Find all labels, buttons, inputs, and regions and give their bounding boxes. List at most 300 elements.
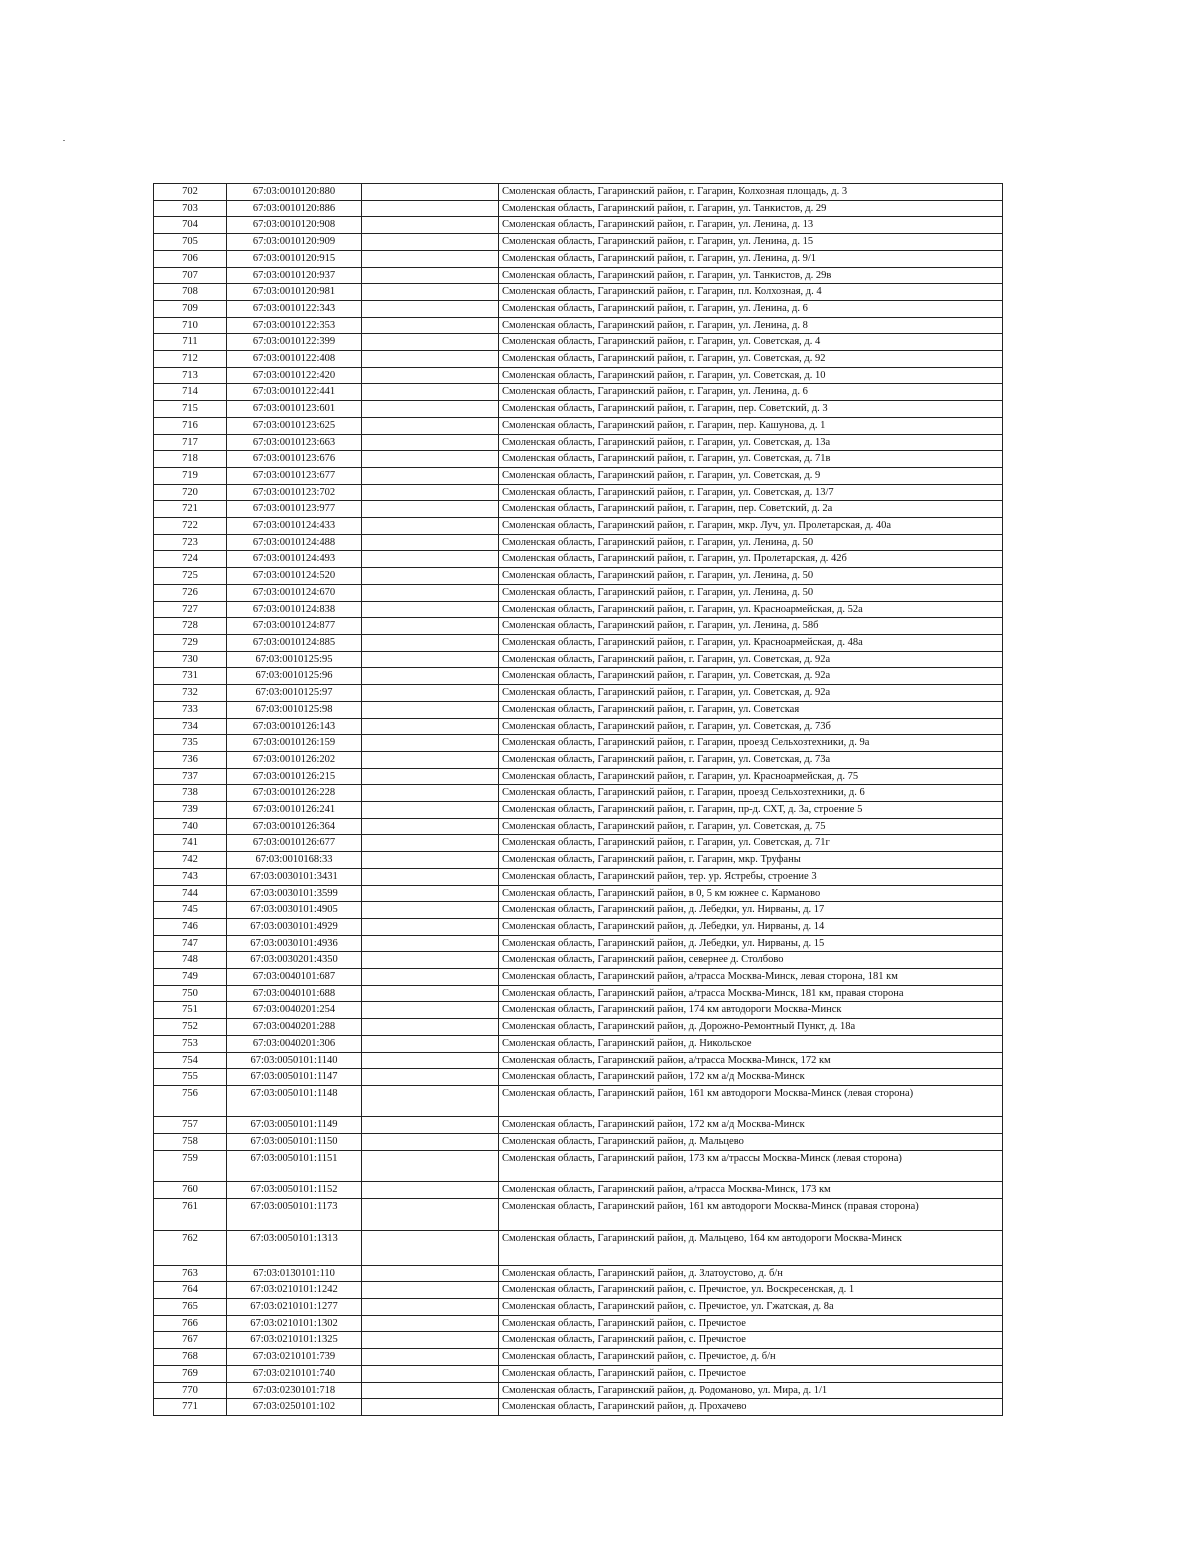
address-cell: Смоленская область, Гагаринский район, г. Гагарин, ул. Ленина, д. 6 (499, 300, 1003, 317)
table-row (154, 634, 1003, 651)
empty-cell (362, 918, 499, 935)
cadastral-number-cell: 67:03:0030101:4905 (227, 902, 362, 919)
row-number-cell: 706 (154, 250, 227, 267)
empty-cell (362, 1349, 499, 1366)
empty-cell (362, 1150, 499, 1182)
table-row (154, 1085, 1003, 1117)
address-cell: Смоленская область, Гагаринский район, г. Гагарин, мкр. Луч, ул. Пролетарская, д. 40а (499, 518, 1003, 535)
address-cell: Смоленская область, Гагаринский район, г. Гагарин, ул. Красноармейская, д. 52а (499, 601, 1003, 618)
scan-speck (63, 140, 65, 141)
address-cell: Смоленская область, Гагаринский район, г. Гагарин, пер. Кашунова, д. 1 (499, 417, 1003, 434)
address-cell: Смоленская область, Гагаринский район, г. Гагарин, ул. Советская (499, 701, 1003, 718)
empty-cell (362, 300, 499, 317)
empty-cell (362, 234, 499, 251)
cadastral-number-cell: 67:03:0050101:1147 (227, 1069, 362, 1086)
row-number-cell: 709 (154, 300, 227, 317)
empty-cell (362, 618, 499, 635)
table-row (154, 1134, 1003, 1151)
cadastral-number-cell: 67:03:0210101:1325 (227, 1332, 362, 1349)
table-row (154, 467, 1003, 484)
row-number-cell: 724 (154, 551, 227, 568)
cadastral-number-cell: 67:03:0010122:441 (227, 384, 362, 401)
row-number-cell: 720 (154, 484, 227, 501)
cadastral-number-cell: 67:03:0050101:1313 (227, 1230, 362, 1265)
table-row (154, 1298, 1003, 1315)
cadastral-number-cell: 67:03:0040101:687 (227, 969, 362, 986)
table-row (154, 952, 1003, 969)
empty-cell (362, 1365, 499, 1382)
row-number-cell: 767 (154, 1332, 227, 1349)
address-cell: Смоленская область, Гагаринский район, 173 км а/трассы Москва-Минск (левая сторона) (499, 1150, 1003, 1182)
address-cell: Смоленская область, Гагаринский район, д. Лебедки, ул. Нирваны, д. 17 (499, 902, 1003, 919)
cadastral-number-cell: 67:03:0050101:1150 (227, 1134, 362, 1151)
cadastral-number-cell: 67:03:0010125:96 (227, 668, 362, 685)
address-cell: Смоленская область, Гагаринский район, г. Гагарин, ул. Советская, д. 92а (499, 668, 1003, 685)
empty-cell (362, 284, 499, 301)
table-row (154, 751, 1003, 768)
table-row (154, 584, 1003, 601)
row-number-cell: 746 (154, 918, 227, 935)
table-row (154, 1035, 1003, 1052)
row-number-cell: 750 (154, 985, 227, 1002)
row-number-cell: 726 (154, 584, 227, 601)
empty-cell (362, 367, 499, 384)
cadastral-number-cell: 67:03:0210101:1302 (227, 1315, 362, 1332)
row-number-cell: 760 (154, 1182, 227, 1199)
address-cell: Смоленская область, Гагаринский район, г. Гагарин, ул. Советская, д. 92 (499, 351, 1003, 368)
row-number-cell: 740 (154, 818, 227, 835)
cadastral-number-cell: 67:03:0010122:399 (227, 334, 362, 351)
address-cell: Смоленская область, Гагаринский район, с. Пречистое (499, 1315, 1003, 1332)
table-row (154, 1182, 1003, 1199)
cadastral-number-cell: 67:03:0050101:1148 (227, 1085, 362, 1117)
address-cell: Смоленская область, Гагаринский район, г. Гагарин, проезд Сельхозтехники, д. 6 (499, 785, 1003, 802)
row-number-cell: 708 (154, 284, 227, 301)
address-cell: Смоленская область, Гагаринский район, д. Мальцево (499, 1134, 1003, 1151)
cadastral-number-cell: 67:03:0010126:228 (227, 785, 362, 802)
empty-cell (362, 802, 499, 819)
empty-cell (362, 852, 499, 869)
row-number-cell: 716 (154, 417, 227, 434)
address-cell: Смоленская область, Гагаринский район, д. Лебедки, ул. Нирваны, д. 15 (499, 935, 1003, 952)
row-number-cell: 714 (154, 384, 227, 401)
row-number-cell: 727 (154, 601, 227, 618)
table-row (154, 1399, 1003, 1416)
row-number-cell: 736 (154, 751, 227, 768)
address-cell: Смоленская область, Гагаринский район, г. Гагарин, пер. Советский, д. 2а (499, 501, 1003, 518)
table-row (154, 451, 1003, 468)
row-number-cell: 722 (154, 518, 227, 535)
cadastral-number-cell: 67:03:0010124:488 (227, 534, 362, 551)
empty-cell (362, 217, 499, 234)
row-number-cell: 723 (154, 534, 227, 551)
table-row (154, 551, 1003, 568)
empty-cell (362, 1265, 499, 1282)
row-number-cell: 743 (154, 868, 227, 885)
cadastral-number-cell: 67:03:0010126:202 (227, 751, 362, 768)
cadastral-number-cell: 67:03:0010120:981 (227, 284, 362, 301)
cadastral-number-cell: 67:03:0010124:877 (227, 618, 362, 635)
empty-cell (362, 1298, 499, 1315)
row-number-cell: 735 (154, 735, 227, 752)
cadastral-number-cell: 67:03:0010124:885 (227, 634, 362, 651)
address-cell: Смоленская область, Гагаринский район, с. Пречистое, ул. Воскресенская, д. 1 (499, 1282, 1003, 1299)
row-number-cell: 765 (154, 1298, 227, 1315)
empty-cell (362, 751, 499, 768)
address-cell: Смоленская область, Гагаринский район, г. Гагарин, ул. Красноармейская, д. 75 (499, 768, 1003, 785)
address-cell: Смоленская область, Гагаринский район, 172 км а/д Москва-Минск (499, 1069, 1003, 1086)
row-number-cell: 712 (154, 351, 227, 368)
address-cell: Смоленская область, Гагаринский район, г. Гагарин, ул. Советская, д. 92а (499, 651, 1003, 668)
table-row (154, 701, 1003, 718)
cadastral-number-cell: 67:03:0210101:740 (227, 1365, 362, 1382)
row-number-cell: 739 (154, 802, 227, 819)
empty-cell (362, 969, 499, 986)
empty-cell (362, 184, 499, 201)
table-row (154, 234, 1003, 251)
cadastral-number-cell: 67:03:0050101:1151 (227, 1150, 362, 1182)
empty-cell (362, 768, 499, 785)
cadastral-number-cell: 67:03:0050101:1140 (227, 1052, 362, 1069)
table-row (154, 384, 1003, 401)
cadastral-number-cell: 67:03:0010126:364 (227, 818, 362, 835)
table-row (154, 1282, 1003, 1299)
table-row (154, 1002, 1003, 1019)
empty-cell (362, 401, 499, 418)
row-number-cell: 762 (154, 1230, 227, 1265)
cadastral-number-cell: 67:03:0010124:520 (227, 568, 362, 585)
table-row (154, 818, 1003, 835)
row-number-cell: 751 (154, 1002, 227, 1019)
row-number-cell: 748 (154, 952, 227, 969)
empty-cell (362, 467, 499, 484)
address-cell: Смоленская область, Гагаринский район, г. Гагарин, проезд Сельхозтехники, д. 9а (499, 735, 1003, 752)
row-number-cell: 705 (154, 234, 227, 251)
table-row (154, 718, 1003, 735)
empty-cell (362, 935, 499, 952)
empty-cell (362, 701, 499, 718)
empty-cell (362, 317, 499, 334)
row-number-cell: 729 (154, 634, 227, 651)
address-cell: Смоленская область, Гагаринский район, г. Гагарин, ул. Советская, д. 75 (499, 818, 1003, 835)
address-cell: Смоленская область, Гагаринский район, д. Никольское (499, 1035, 1003, 1052)
address-cell: Смоленская область, Гагаринский район, а/трасса Москва-Минск, левая сторона, 181 км (499, 969, 1003, 986)
address-cell: Смоленская область, Гагаринский район, г. Гагарин, пер. Советский, д. 3 (499, 401, 1003, 418)
empty-cell (362, 651, 499, 668)
cadastral-number-cell: 67:03:0010122:343 (227, 300, 362, 317)
table-row (154, 1117, 1003, 1134)
row-number-cell: 702 (154, 184, 227, 201)
table-row (154, 685, 1003, 702)
cadastral-number-cell: 67:03:0010120:915 (227, 250, 362, 267)
row-number-cell: 717 (154, 434, 227, 451)
table-row (154, 802, 1003, 819)
table-row (154, 885, 1003, 902)
table-row (154, 735, 1003, 752)
empty-cell (362, 785, 499, 802)
table-row (154, 1150, 1003, 1182)
address-cell: Смоленская область, Гагаринский район, 161 км автодороги Москва-Минск (левая сторона) (499, 1085, 1003, 1117)
table-row (154, 835, 1003, 852)
table-row (154, 902, 1003, 919)
address-cell: Смоленская область, Гагаринский район, г. Гагарин, ул. Красноармейская, д. 48а (499, 634, 1003, 651)
cadastral-number-cell: 67:03:0030101:3431 (227, 868, 362, 885)
address-cell: Смоленская область, Гагаринский район, г. Гагарин, ул. Ленина, д. 15 (499, 234, 1003, 251)
address-cell: Смоленская область, Гагаринский район, г. Гагарин, ул. Ленина, д. 13 (499, 217, 1003, 234)
address-cell: Смоленская область, Гагаринский район, севернее д. Столбово (499, 952, 1003, 969)
cadastral-number-cell: 67:03:0050101:1149 (227, 1117, 362, 1134)
address-cell: Смоленская область, Гагаринский район, г. Гагарин, ул. Советская, д. 71г (499, 835, 1003, 852)
address-cell: Смоленская область, Гагаринский район, с. Пречистое (499, 1332, 1003, 1349)
table-row (154, 785, 1003, 802)
empty-cell (362, 952, 499, 969)
table-row (154, 434, 1003, 451)
address-cell: Смоленская область, Гагаринский район, г. Гагарин, ул. Танкистов, д. 29в (499, 267, 1003, 284)
row-number-cell: 718 (154, 451, 227, 468)
table-row (154, 1230, 1003, 1265)
row-number-cell: 742 (154, 852, 227, 869)
cadastral-number-cell: 67:03:0230101:718 (227, 1382, 362, 1399)
empty-cell (362, 200, 499, 217)
row-number-cell: 710 (154, 317, 227, 334)
row-number-cell: 759 (154, 1150, 227, 1182)
cadastral-number-cell: 67:03:0030101:3599 (227, 885, 362, 902)
cadastral-number-cell: 67:03:0130101:110 (227, 1265, 362, 1282)
cadastral-number-cell: 67:03:0040201:288 (227, 1019, 362, 1036)
table-row (154, 401, 1003, 418)
table-row (154, 1315, 1003, 1332)
cadastral-number-cell: 67:03:0010122:353 (227, 317, 362, 334)
row-number-cell: 754 (154, 1052, 227, 1069)
table-row (154, 601, 1003, 618)
cadastral-number-cell: 67:03:0210101:1277 (227, 1298, 362, 1315)
empty-cell (362, 1282, 499, 1299)
empty-cell (362, 985, 499, 1002)
table-row (154, 518, 1003, 535)
row-number-cell: 715 (154, 401, 227, 418)
address-cell: Смоленская область, Гагаринский район, г. Гагарин, ул. Советская, д. 10 (499, 367, 1003, 384)
table-row (154, 668, 1003, 685)
empty-cell (362, 885, 499, 902)
row-number-cell: 761 (154, 1199, 227, 1231)
empty-cell (362, 384, 499, 401)
row-number-cell: 771 (154, 1399, 227, 1416)
row-number-cell: 737 (154, 768, 227, 785)
address-cell: Смоленская область, Гагаринский район, с. Пречистое (499, 1365, 1003, 1382)
table-row (154, 868, 1003, 885)
row-number-cell: 703 (154, 200, 227, 217)
table-row (154, 334, 1003, 351)
address-cell: Смоленская область, Гагаринский район, г. Гагарин, ул. Ленина, д. 58б (499, 618, 1003, 635)
address-cell: Смоленская область, Гагаринский район, д. Дорожно-Ремонтный Пункт, д. 18а (499, 1019, 1003, 1036)
row-number-cell: 711 (154, 334, 227, 351)
empty-cell (362, 1399, 499, 1416)
empty-cell (362, 1085, 499, 1117)
empty-cell (362, 735, 499, 752)
empty-cell (362, 1052, 499, 1069)
address-cell: Смоленская область, Гагаринский район, г. Гагарин, ул. Советская, д. 9 (499, 467, 1003, 484)
row-number-cell: 728 (154, 618, 227, 635)
address-cell: Смоленская область, Гагаринский район, 174 км автодороги Москва-Минск (499, 1002, 1003, 1019)
empty-cell (362, 818, 499, 835)
cadastral-number-cell: 67:03:0010123:663 (227, 434, 362, 451)
address-cell: Смоленская область, Гагаринский район, г. Гагарин, ул. Советская, д. 73а (499, 751, 1003, 768)
row-number-cell: 747 (154, 935, 227, 952)
row-number-cell: 732 (154, 685, 227, 702)
empty-cell (362, 267, 499, 284)
address-cell: Смоленская область, Гагаринский район, в 0, 5 км южнее с. Карманово (499, 885, 1003, 902)
cadastral-number-cell: 67:03:0030101:4936 (227, 935, 362, 952)
table-row (154, 1332, 1003, 1349)
cadastral-number-cell: 67:03:0010125:95 (227, 651, 362, 668)
cadastral-number-cell: 67:03:0010120:909 (227, 234, 362, 251)
table-row (154, 768, 1003, 785)
table-row (154, 184, 1003, 201)
table-row (154, 852, 1003, 869)
row-number-cell: 757 (154, 1117, 227, 1134)
address-cell: Смоленская область, Гагаринский район, г. Гагарин, ул. Ленина, д. 50 (499, 584, 1003, 601)
empty-cell (362, 1134, 499, 1151)
empty-cell (362, 718, 499, 735)
address-cell: Смоленская область, Гагаринский район, а/трасса Москва-Минск, 172 км (499, 1052, 1003, 1069)
row-number-cell: 721 (154, 501, 227, 518)
cadastral-number-cell: 67:03:0010122:420 (227, 367, 362, 384)
address-cell: Смоленская область, Гагаринский район, г. Гагарин, ул. Ленина, д. 8 (499, 317, 1003, 334)
empty-cell (362, 1117, 499, 1134)
empty-cell (362, 685, 499, 702)
cadastral-number-cell: 67:03:0010125:98 (227, 701, 362, 718)
address-cell: Смоленская область, Гагаринский район, г. Гагарин, пл. Колхозная, д. 4 (499, 284, 1003, 301)
empty-cell (362, 551, 499, 568)
table-row (154, 1019, 1003, 1036)
empty-cell (362, 1035, 499, 1052)
table-row (154, 250, 1003, 267)
table-row (154, 969, 1003, 986)
cadastral-number-cell: 67:03:0010124:433 (227, 518, 362, 535)
cadastral-number-cell: 67:03:0040201:306 (227, 1035, 362, 1052)
cadastral-number-cell: 67:03:0010123:601 (227, 401, 362, 418)
row-number-cell: 769 (154, 1365, 227, 1382)
address-cell: Смоленская область, Гагаринский район, с. Пречистое, д. б/н (499, 1349, 1003, 1366)
address-cell: Смоленская область, Гагаринский район, г. Гагарин, ул. Пролетарская, д. 42б (499, 551, 1003, 568)
cadastral-number-cell: 67:03:0010120:880 (227, 184, 362, 201)
empty-cell (362, 351, 499, 368)
row-number-cell: 730 (154, 651, 227, 668)
table-row (154, 417, 1003, 434)
row-number-cell: 758 (154, 1134, 227, 1151)
row-number-cell: 755 (154, 1069, 227, 1086)
row-number-cell: 764 (154, 1282, 227, 1299)
address-cell: Смоленская область, Гагаринский район, д. Златоустово, д. б/н (499, 1265, 1003, 1282)
row-number-cell: 704 (154, 217, 227, 234)
row-number-cell: 725 (154, 568, 227, 585)
empty-cell (362, 902, 499, 919)
address-cell: Смоленская область, Гагаринский район, г. Гагарин, ул. Советская, д. 13а (499, 434, 1003, 451)
empty-cell (362, 501, 499, 518)
row-number-cell: 768 (154, 1349, 227, 1366)
empty-cell (362, 601, 499, 618)
cadastral-number-cell: 67:03:0010126:159 (227, 735, 362, 752)
row-number-cell: 756 (154, 1085, 227, 1117)
address-cell: Смоленская область, Гагаринский район, д. Лебедки, ул. Нирваны, д. 14 (499, 918, 1003, 935)
empty-cell (362, 868, 499, 885)
cadastral-number-cell: 67:03:0010125:97 (227, 685, 362, 702)
row-number-cell: 731 (154, 668, 227, 685)
empty-cell (362, 417, 499, 434)
address-cell: Смоленская область, Гагаринский район, г. Гагарин, ул. Ленина, д. 9/1 (499, 250, 1003, 267)
address-cell: Смоленская область, Гагаринский район, д. Родоманово, ул. Мира, д. 1/1 (499, 1382, 1003, 1399)
address-cell: Смоленская область, Гагаринский район, г. Гагарин, Колхозная площадь, д. 3 (499, 184, 1003, 201)
cadastral-number-cell: 67:03:0010123:676 (227, 451, 362, 468)
empty-cell (362, 584, 499, 601)
cadastral-number-cell: 67:03:0050101:1173 (227, 1199, 362, 1231)
cadastral-number-cell: 67:03:0010120:886 (227, 200, 362, 217)
cadastral-number-cell: 67:03:0010126:241 (227, 802, 362, 819)
empty-cell (362, 484, 499, 501)
cadastral-number-cell: 67:03:0010168:33 (227, 852, 362, 869)
address-cell: Смоленская область, Гагаринский район, г. Гагарин, ул. Советская, д. 92а (499, 685, 1003, 702)
table-row (154, 935, 1003, 952)
address-cell: Смоленская область, Гагаринский район, а/трасса Москва-Минск, 173 км (499, 1182, 1003, 1199)
table-row (154, 484, 1003, 501)
row-number-cell: 770 (154, 1382, 227, 1399)
empty-cell (362, 518, 499, 535)
cadastral-number-cell: 67:03:0010126:143 (227, 718, 362, 735)
table-row (154, 534, 1003, 551)
cadastral-number-cell: 67:03:0010124:670 (227, 584, 362, 601)
address-cell: Смоленская область, Гагаринский район, 161 км автодороги Москва-Минск (правая сторона) (499, 1199, 1003, 1231)
cadastral-number-cell: 67:03:0010122:408 (227, 351, 362, 368)
table-row (154, 1349, 1003, 1366)
empty-cell (362, 250, 499, 267)
cadastral-number-cell: 67:03:0040201:254 (227, 1002, 362, 1019)
address-cell: Смоленская область, Гагаринский район, с. Пречистое, ул. Гжатская, д. 8а (499, 1298, 1003, 1315)
row-number-cell: 744 (154, 885, 227, 902)
table-row (154, 985, 1003, 1002)
empty-cell (362, 451, 499, 468)
empty-cell (362, 1382, 499, 1399)
empty-cell (362, 1230, 499, 1265)
address-cell: Смоленская область, Гагаринский район, г. Гагарин, ул. Ленина, д. 50 (499, 568, 1003, 585)
empty-cell (362, 835, 499, 852)
cadastral-number-cell: 67:03:0250101:102 (227, 1399, 362, 1416)
cadastral-number-cell: 67:03:0010123:625 (227, 417, 362, 434)
cadastral-number-cell: 67:03:0010124:493 (227, 551, 362, 568)
row-number-cell: 707 (154, 267, 227, 284)
table-row (154, 1382, 1003, 1399)
empty-cell (362, 434, 499, 451)
property-registry-table (153, 183, 1003, 1416)
empty-cell (362, 1182, 499, 1199)
table-row (154, 918, 1003, 935)
table-row (154, 1199, 1003, 1231)
empty-cell (362, 1315, 499, 1332)
cadastral-number-cell: 67:03:0050101:1152 (227, 1182, 362, 1199)
address-cell: Смоленская область, Гагаринский район, д. Мальцево, 164 км автодороги Москва-Минск (499, 1230, 1003, 1265)
address-cell: Смоленская область, Гагаринский район, г. Гагарин, ул. Советская, д. 13/7 (499, 484, 1003, 501)
cadastral-number-cell: 67:03:0010123:977 (227, 501, 362, 518)
address-cell: Смоленская область, Гагаринский район, 172 км а/д Москва-Минск (499, 1117, 1003, 1134)
table-row (154, 1069, 1003, 1086)
table-row (154, 568, 1003, 585)
table-row (154, 618, 1003, 635)
address-cell: Смоленская область, Гагаринский район, г. Гагарин, ул. Советская, д. 71в (499, 451, 1003, 468)
address-cell: Смоленская область, Гагаринский район, г. Гагарин, ул. Танкистов, д. 29 (499, 200, 1003, 217)
empty-cell (362, 334, 499, 351)
cadastral-number-cell: 67:03:0010126:677 (227, 835, 362, 852)
empty-cell (362, 1332, 499, 1349)
row-number-cell: 749 (154, 969, 227, 986)
